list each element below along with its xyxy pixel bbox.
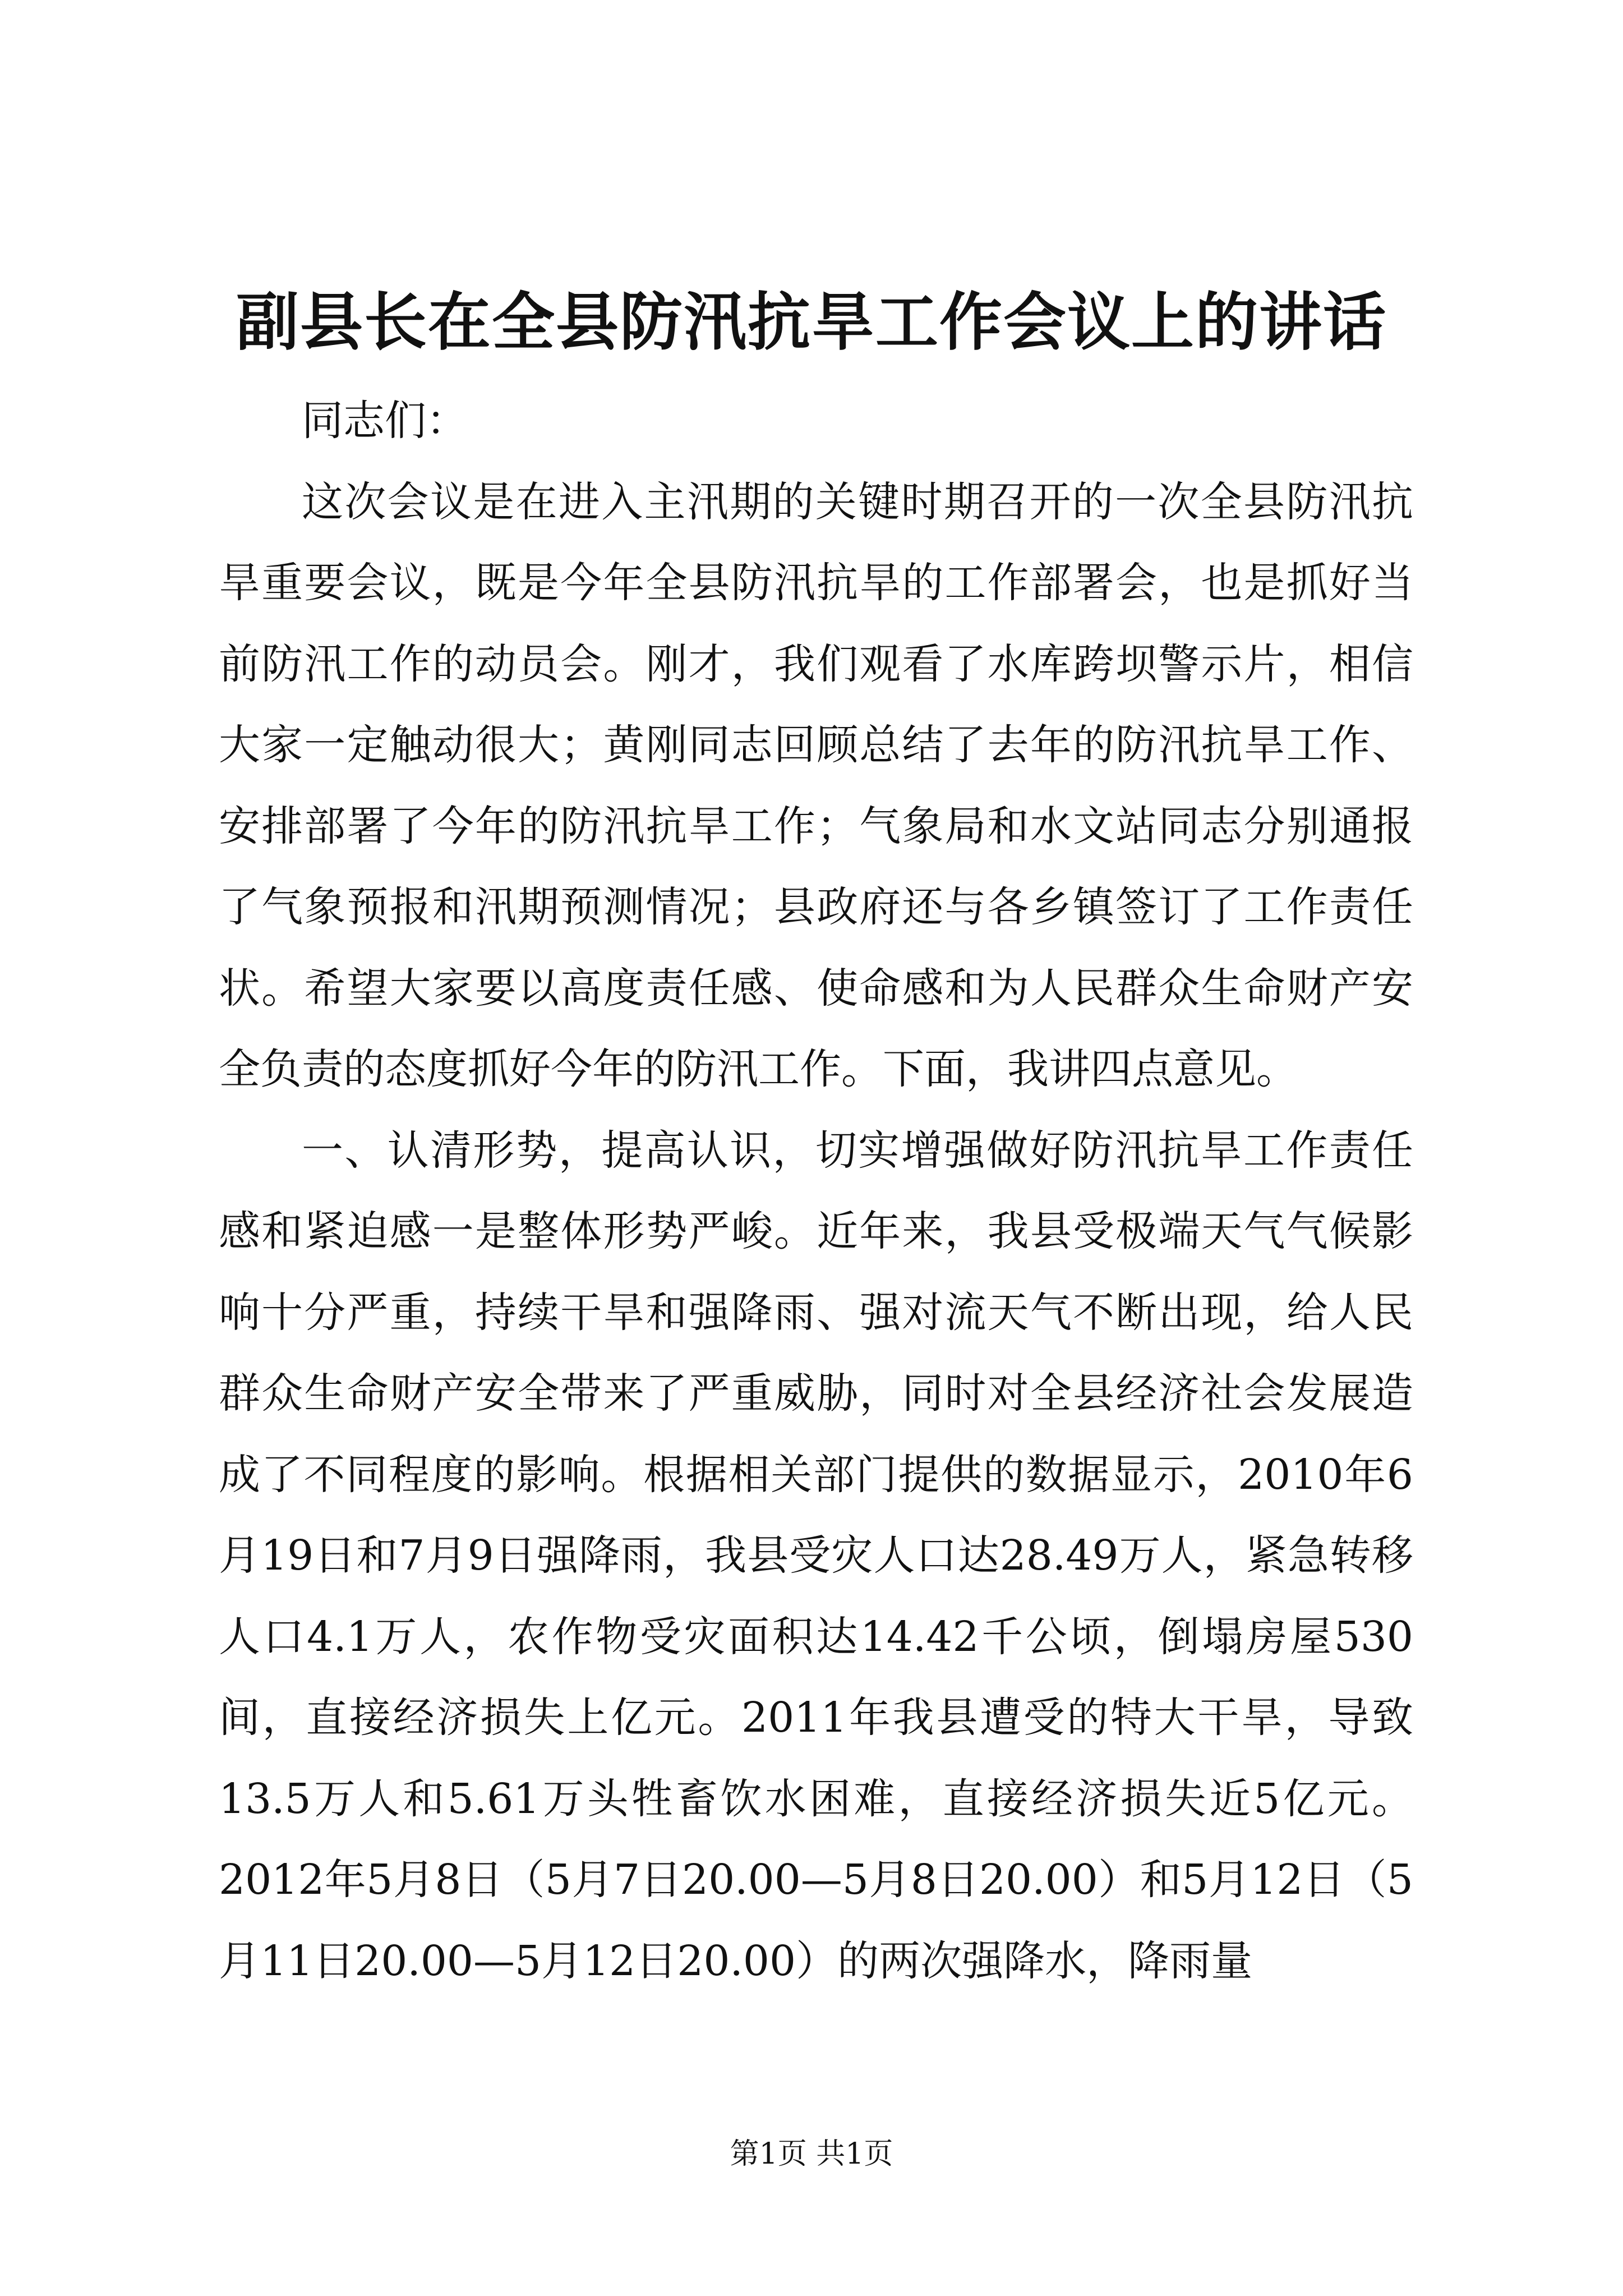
paragraph-section-one: 一、认清形势，提高认识，切实增强做好防汛抗旱工作责任感和紧迫感一是整体形势严峻。近年来，我县受极端天气气候影响十分严重，持续干旱和强降雨、强对流天气不断出现，给人民群众生命财产安全带来了严重威胁，同时对全县经济社会发展造成了不同程度的影响。根据相关部门提供的数据显示，2010年6月19日和7月9日强降雨，我县受灾人口达28.49万人，紧急转移人口4.1万人，农作物受灾面积达14.42千公顷，倒塌房屋530间，直接经济损失上亿元。2011年我县遭受的特大干旱，导致13.5万人和5.61万头牲畜饮水困难，直接经济损失近5亿元。2012年5月8日（5月7日20.00—5月8日20.00）和5月12日（5月11日20.00—5月12日20.00）的两次强降水，降雨量 (219, 1126, 1413, 1985)
paragraph-intro: 这次会议是在进入主汛期的关键时期召开的一次全县防汛抗旱重要会议，既是今年全县防汛抗旱的工作部署会，也是抓好当前防汛工作的动员会。刚才，我们观看了水库跨坝警示片，相信大家一定触动很大；黄刚同志回顾总结了去年的防汛抗旱工作、安排部署了今年的防汛抗旱工作；气象局和水文站同志分别通报了气象预报和汛期预测情况；县政府还与各乡镇签订了工作责任状。希望大家要以高度责任感、使命感和为人民群众生命财产安全负责的态度抓好今年的防汛工作。下面，我讲四点意见。 (219, 477, 1413, 1093)
greeting: 同志们： (302, 397, 468, 445)
document-body (219, 380, 1413, 2001)
document-title: 副县长在全县防汛抗旱工作会议上的讲话 (236, 286, 1387, 359)
page-footer: 第1页 共1页 (730, 2137, 893, 2171)
